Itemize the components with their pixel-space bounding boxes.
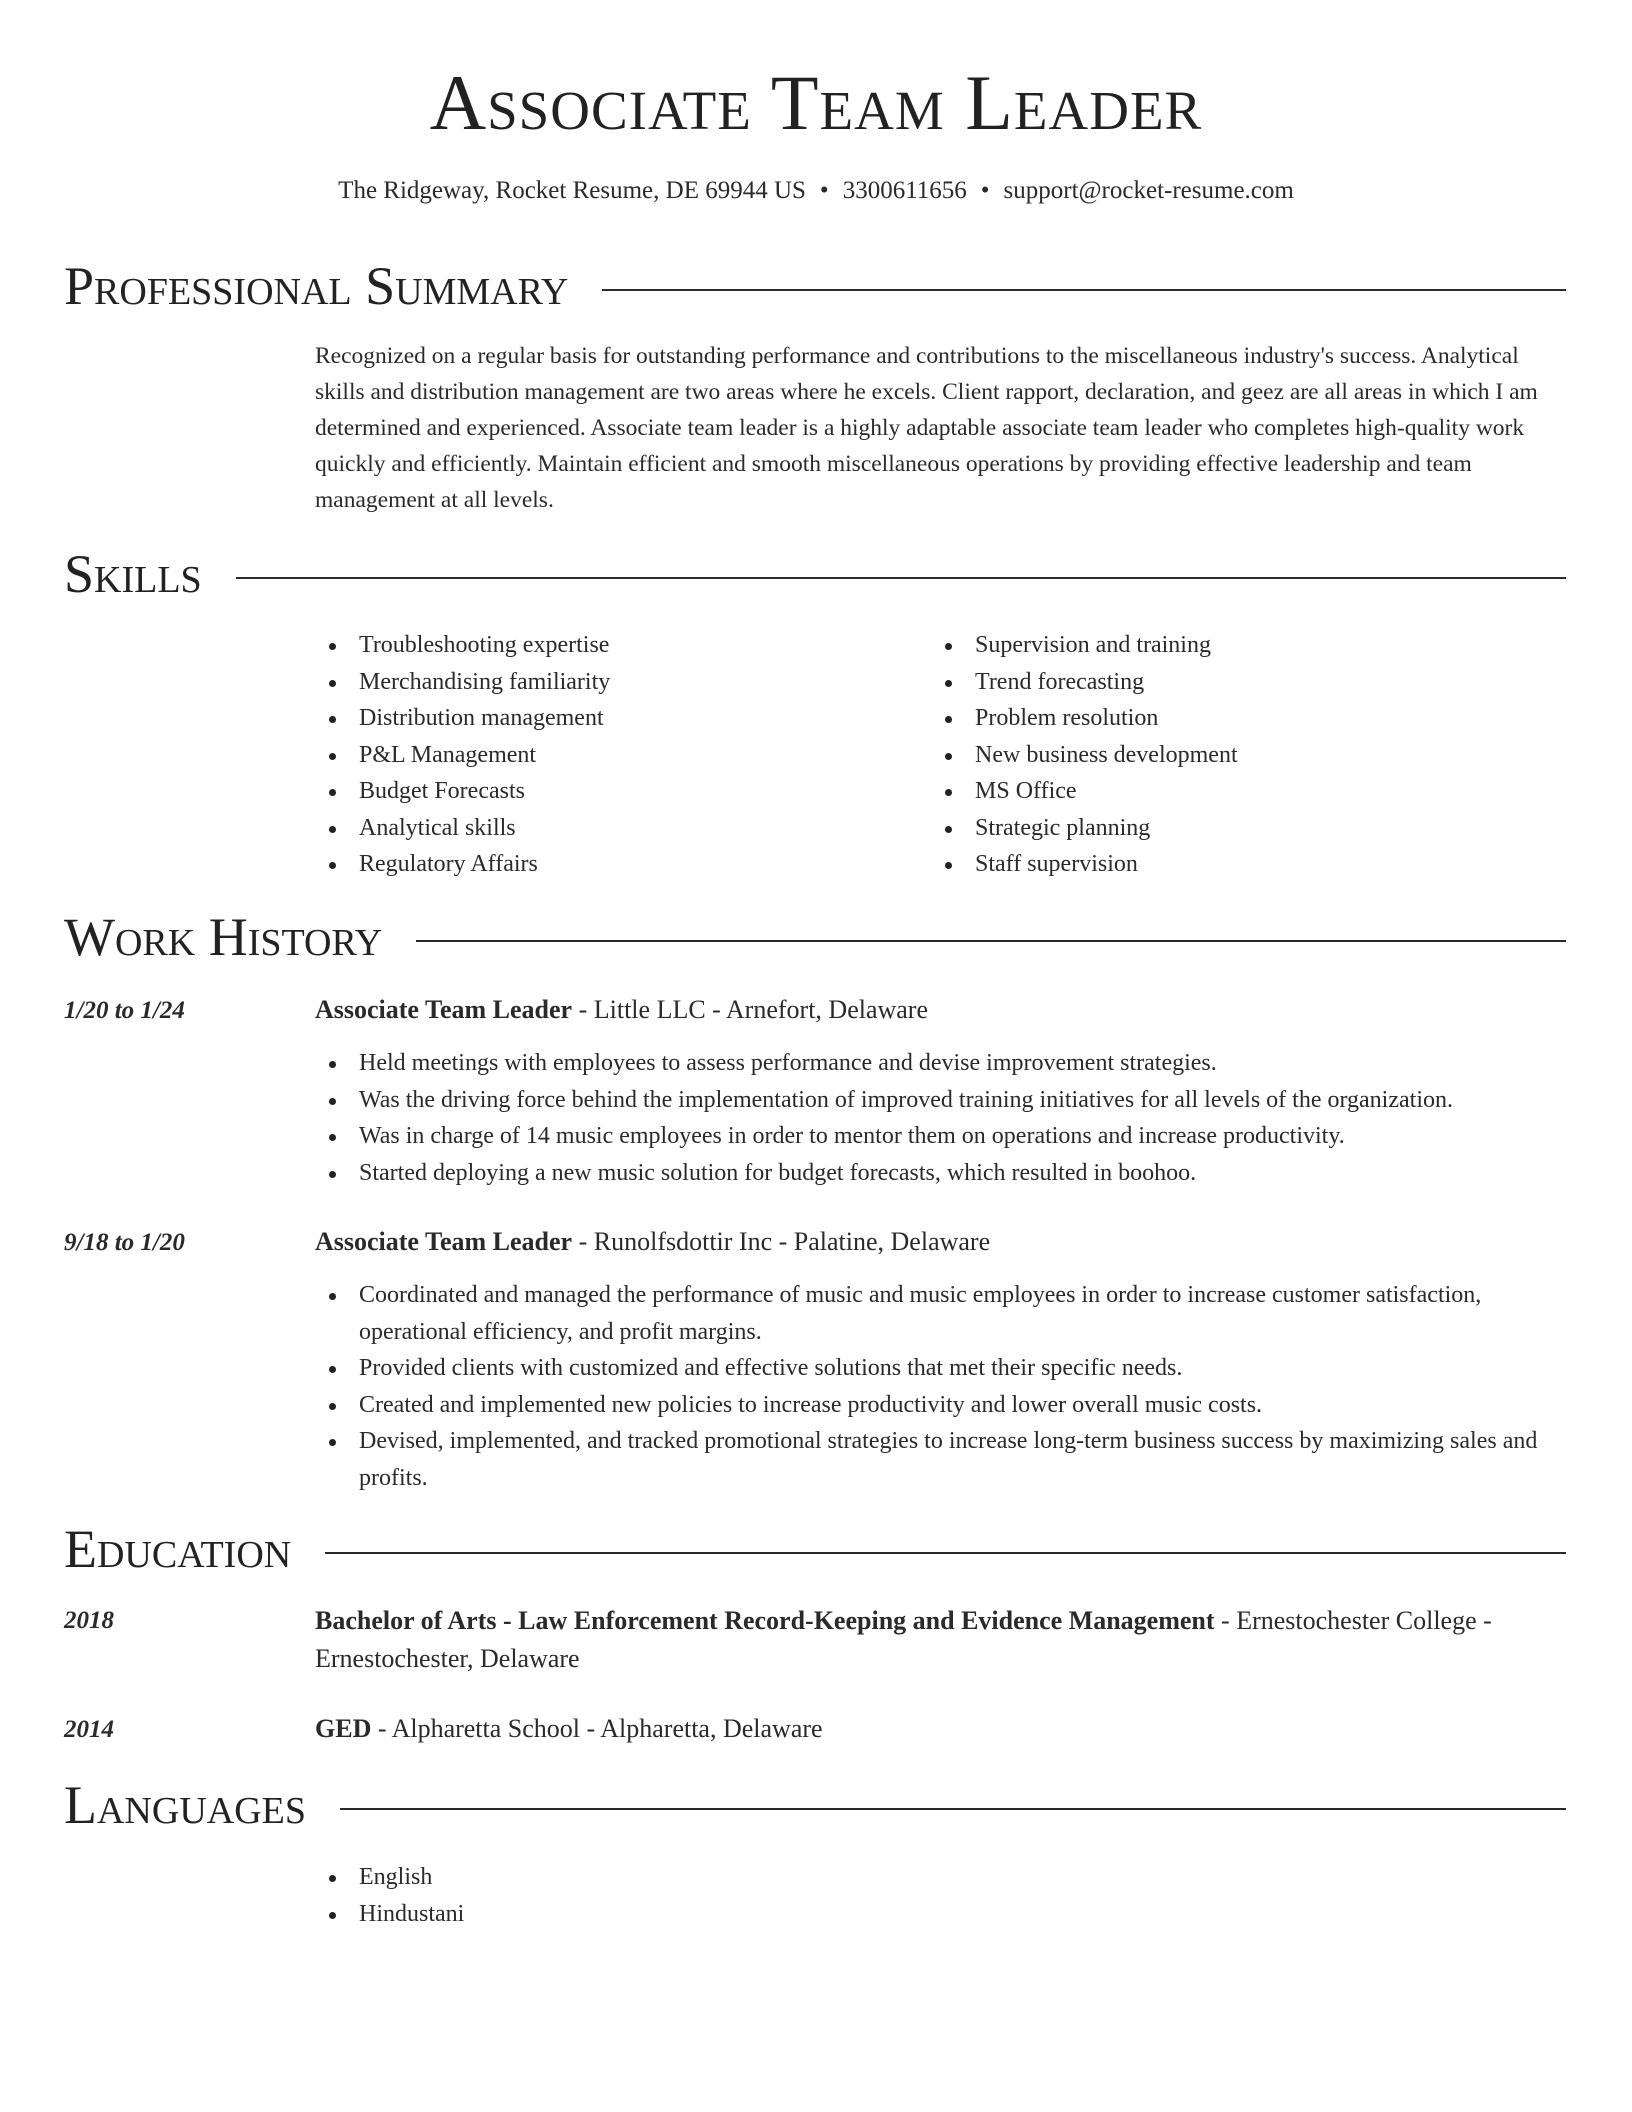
job-bullet: Was in charge of 14 music employees in order to mentor them on operations and increase productivity. (315, 1118, 1565, 1155)
languages-list (315, 1859, 1565, 1932)
skill-item: Budget Forecasts (315, 773, 610, 810)
section-title-work: Work History (64, 907, 383, 967)
job-responsibilities (315, 1277, 1565, 1496)
contact-email[interactable]: support@rocket-resume.com (1003, 177, 1294, 204)
skill-item: Distribution management (315, 700, 610, 737)
candidate-name: Associate Team Leader (429, 59, 1203, 146)
education-heading (315, 1602, 1565, 1678)
section-divider (325, 1552, 1566, 1554)
contact-separator: • (980, 177, 990, 204)
skill-item: Staff supervision (931, 846, 1238, 883)
job-bullet: Created and implemented new policies to increase productivity and lower overall music costs. (315, 1387, 1565, 1424)
job-responsibilities (315, 1045, 1565, 1191)
education-degree: GED (315, 1714, 372, 1743)
summary-section-header (64, 255, 1566, 317)
section-title-education: Education (64, 1519, 292, 1579)
skill-item: Trend forecasting (931, 664, 1238, 701)
skills-section-header (64, 543, 1566, 605)
job-bullet: Devised, implemented, and tracked promotional strategies to increase long-term business success by maximizing sales and profits. (315, 1423, 1565, 1496)
skill-item: New business development (931, 737, 1238, 774)
education-school: - Alpharetta School - Alpharetta, Delaware (371, 1714, 823, 1743)
skill-item: Analytical skills (315, 810, 610, 847)
section-title-skills: Skills (64, 544, 202, 604)
section-title-languages: Languages (64, 1775, 306, 1835)
education-degree: Bachelor of Arts - Law Enforcement Record-Keeping and Evidence Management (315, 1606, 1215, 1635)
language-item: English (315, 1859, 1565, 1896)
section-divider (602, 289, 1566, 291)
summary-text: Recognized on a regular basis for outstanding performance and contributions to the miscellaneous industry's success. Analytical skills and distribution management are two areas where he excels. Client rapport, declaration, and geez are all areas in which I am determined and experienced. Associate team leader is a highly adaptable associate team leader who completes high-quality work quickly and efficiently. Maintain efficient and smooth miscellaneous operations by providing effective leadership and team management at all levels. (315, 343, 1538, 513)
job-heading (315, 1223, 1565, 1261)
job-bullet: Coordinated and managed the performance of music and music employees in order to increase customer satisfaction, operational efficiency, and profit margins. (315, 1277, 1565, 1350)
skill-item: MS Office (931, 773, 1238, 810)
languages-section-header (64, 1774, 1566, 1836)
job-bullet: Started deploying a new music solution for budget forecasts, which resulted in boohoo. (315, 1155, 1565, 1192)
skill-item: Troubleshooting expertise (315, 627, 610, 664)
job-dates: 1/20 to 1/24 (64, 997, 185, 1024)
job-heading (315, 991, 1565, 1029)
skill-item: Merchandising familiarity (315, 664, 610, 701)
work-section-header (64, 906, 1566, 968)
skill-item: P&L Management (315, 737, 610, 774)
contact-phone: 3300611656 (842, 177, 967, 204)
job-title: Associate Team Leader (315, 1227, 573, 1256)
job-bullet: Was the driving force behind the implementation of improved training initiatives for all levels of the organization. (315, 1082, 1565, 1119)
skill-item: Strategic planning (931, 810, 1238, 847)
skill-item: Regulatory Affairs (315, 846, 610, 883)
job-bullet: Held meetings with employees to assess performance and devise improvement strategies. (315, 1045, 1565, 1082)
skills-column-left (315, 627, 610, 883)
section-title-summary: Professional Summary (64, 256, 569, 316)
education-school: - Ernestochester College - Ernestochester, Delaware (315, 1606, 1492, 1673)
education-year: 2014 (64, 1716, 114, 1743)
contact-line (0, 174, 1632, 208)
section-divider (236, 577, 1566, 579)
education-heading (315, 1710, 1565, 1748)
section-divider (416, 940, 1566, 942)
education-year: 2018 (64, 1607, 114, 1634)
job-bullet: Provided clients with customized and effective solutions that met their specific needs. (315, 1350, 1565, 1387)
job-dates: 9/18 to 1/20 (64, 1229, 185, 1256)
job-title: Associate Team Leader (315, 995, 573, 1024)
contact-address: The Ridgeway, Rocket Resume, DE 69944 US (338, 177, 806, 204)
education-section-header (64, 1518, 1566, 1580)
skill-item: Supervision and training (931, 627, 1238, 664)
skill-item: Problem resolution (931, 700, 1238, 737)
job-employer: - Little LLC - Arnefort, Delaware (572, 995, 929, 1024)
section-divider (340, 1808, 1566, 1810)
contact-separator: • (819, 177, 829, 204)
job-employer: - Runolfsdottir Inc - Palatine, Delaware (572, 1227, 991, 1256)
language-item: Hindustani (315, 1896, 1565, 1933)
skills-column-right (931, 627, 1238, 883)
